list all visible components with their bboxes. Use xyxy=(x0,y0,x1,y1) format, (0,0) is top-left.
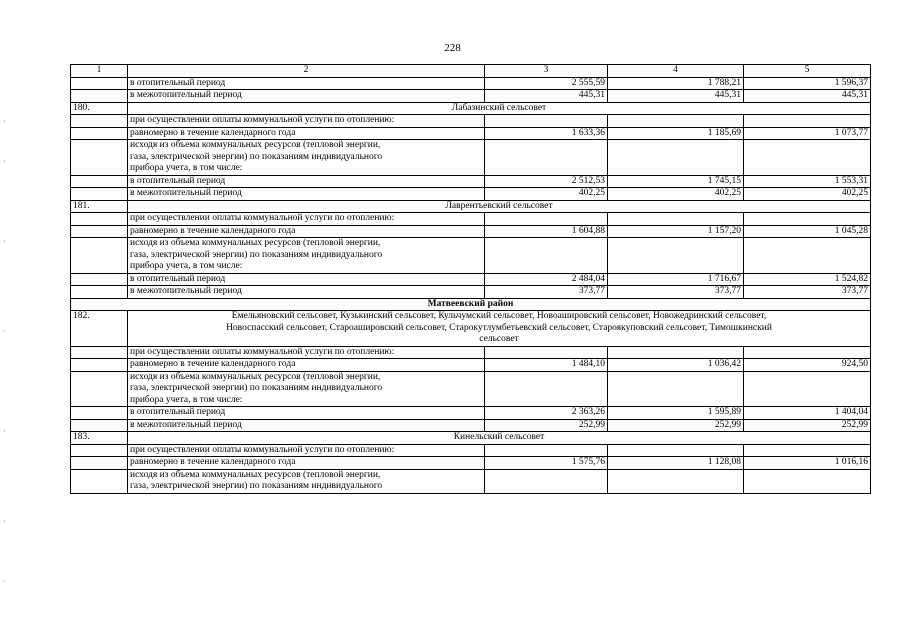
row-label-line: прибора учета, в том числе: xyxy=(130,394,243,405)
value-cell-col5: 1 596,37 xyxy=(744,77,871,90)
region-heading-row xyxy=(71,298,871,311)
value-cell-col3: 1 575,76 xyxy=(485,457,608,470)
row-number-cell: 180. xyxy=(71,102,128,115)
row-number-cell xyxy=(71,419,128,432)
value-cell-col3 xyxy=(485,238,608,274)
value-cell-col4 xyxy=(608,213,744,226)
row-number-cell xyxy=(71,407,128,420)
column-header: 1 xyxy=(71,65,128,78)
row-label-cell: равномерно в течение календарного года xyxy=(128,457,485,470)
region-heading: Матвеевский район xyxy=(71,298,871,311)
table-row xyxy=(71,407,871,420)
value-cell-col3 xyxy=(485,346,608,359)
value-cell-col5 xyxy=(744,140,871,176)
value-cell-col5: 1 553,31 xyxy=(744,175,871,188)
row-label-cell: в отопительный период xyxy=(128,273,485,286)
row-number-cell xyxy=(71,346,128,359)
table-row xyxy=(71,188,871,201)
value-cell-col4: 373,77 xyxy=(608,286,744,299)
value-cell-col4: 1 788,21 xyxy=(608,77,744,90)
table-row xyxy=(71,444,871,457)
column-header: 4 xyxy=(608,65,744,78)
entity-row xyxy=(71,432,871,445)
value-cell-col4: 1 128,08 xyxy=(608,457,744,470)
row-number-cell xyxy=(71,175,128,188)
value-cell-col3 xyxy=(485,140,608,176)
column-header: 3 xyxy=(485,65,608,78)
page-number: 228 xyxy=(444,42,461,54)
row-label-cell xyxy=(128,469,485,493)
entity-name-line: Новоспасский сельсовет, Староашировский сельсовет, Старокутлумбетьевский сельсовет, Староякуповский сельсовет, Тимошкинский xyxy=(226,322,772,333)
row-label-cell: равномерно в течение календарного года xyxy=(128,127,485,140)
value-cell-col5: 1 524,82 xyxy=(744,273,871,286)
value-cell-col4: 1 157,20 xyxy=(608,225,744,238)
value-cell-col3: 1 633,36 xyxy=(485,127,608,140)
row-number-cell xyxy=(71,127,128,140)
row-label-cell: при осуществлении оплаты коммунальной услуги по отоплению: xyxy=(128,115,485,128)
table-row xyxy=(71,286,871,299)
row-label-line: газа, электрической энергии) по показаниям индивидуального xyxy=(130,249,383,260)
row-number-cell xyxy=(71,444,128,457)
value-cell-col5 xyxy=(744,469,871,493)
row-number-cell: 182. xyxy=(71,311,128,347)
row-number-cell xyxy=(71,77,128,90)
row-label-line: исходя из объема коммунальных ресурсов (тепловой энергии, xyxy=(130,371,381,382)
row-label-cell: в межотопительный период xyxy=(128,419,485,432)
row-label-cell: равномерно в течение календарного года xyxy=(128,225,485,238)
row-number-cell xyxy=(71,213,128,226)
value-cell-col4: 445,31 xyxy=(608,90,744,103)
row-label-line: прибора учета, в том числе: xyxy=(130,261,243,271)
value-cell-col3: 402,25 xyxy=(485,188,608,201)
row-label-cell xyxy=(128,371,485,407)
row-label-cell: в межотопительный период xyxy=(128,188,485,201)
value-cell-col5 xyxy=(744,238,871,274)
row-label-line: прибора учета, в том числе: xyxy=(130,163,243,173)
tariff-table xyxy=(70,64,871,494)
entity-name-line: сельсовет xyxy=(479,334,519,344)
table-row xyxy=(71,457,871,470)
table-row xyxy=(71,359,871,372)
value-cell-col5 xyxy=(744,371,871,407)
table-row xyxy=(71,127,871,140)
entity-row xyxy=(71,200,871,213)
value-cell-col4 xyxy=(608,346,744,359)
value-cell-col4: 402,25 xyxy=(608,188,744,201)
table-row xyxy=(71,77,871,90)
row-number-cell xyxy=(71,469,128,493)
row-label-line: исходя из объема коммунальных ресурсов (тепловой энергии, xyxy=(130,469,381,480)
table-row xyxy=(71,140,871,176)
value-cell-col5 xyxy=(744,115,871,128)
value-cell-col4: 252,99 xyxy=(608,419,744,432)
value-cell-col5: 1 016,16 xyxy=(744,457,871,470)
value-cell-col5 xyxy=(744,444,871,457)
value-cell-col3 xyxy=(485,213,608,226)
table-row xyxy=(71,90,871,103)
row-label-cell: при осуществлении оплаты коммунальной услуги по отоплению: xyxy=(128,346,485,359)
row-number-cell xyxy=(71,286,128,299)
value-cell-col4 xyxy=(608,444,744,457)
value-cell-col3: 373,77 xyxy=(485,286,608,299)
value-cell-col4 xyxy=(608,469,744,493)
value-cell-col4 xyxy=(608,238,744,274)
row-number-cell xyxy=(71,90,128,103)
row-label-cell xyxy=(128,140,485,176)
row-label-line: газа, электрической энергии) по показаниям индивидуального xyxy=(130,481,383,491)
value-cell-col5: 1 404,04 xyxy=(744,407,871,420)
row-label-cell xyxy=(128,238,485,274)
value-cell-col3: 2 484,04 xyxy=(485,273,608,286)
value-cell-col3 xyxy=(485,444,608,457)
value-cell-col3: 1 604,88 xyxy=(485,225,608,238)
row-number-cell xyxy=(71,359,128,372)
row-label-cell: в межотопительный период xyxy=(128,286,485,299)
margin-marks xyxy=(4,100,6,600)
entity-name-cell: Лабазинский сельсовет xyxy=(128,102,871,115)
row-number-cell xyxy=(71,371,128,407)
row-number-cell: 183. xyxy=(71,432,128,445)
value-cell-col3: 252,99 xyxy=(485,419,608,432)
value-cell-col3: 2 555,59 xyxy=(485,77,608,90)
value-cell-col3: 2 363,26 xyxy=(485,407,608,420)
row-label-cell: в отопительный период xyxy=(128,175,485,188)
row-number-cell xyxy=(71,188,128,201)
entity-row xyxy=(71,311,871,347)
value-cell-col5: 445,31 xyxy=(744,90,871,103)
row-label-cell: при осуществлении оплаты коммунальной услуги по отоплению: xyxy=(128,444,485,457)
row-label-cell: в отопительный период xyxy=(128,407,485,420)
table-row xyxy=(71,213,871,226)
value-cell-col5: 924,50 xyxy=(744,359,871,372)
entity-name-cell: Лаврентьевский сельсовет xyxy=(128,200,871,213)
value-cell-col4: 1 185,69 xyxy=(608,127,744,140)
row-number-cell xyxy=(71,238,128,274)
entity-name-cell xyxy=(128,311,871,347)
column-header: 2 xyxy=(128,65,485,78)
value-cell-col4 xyxy=(608,371,744,407)
entity-row xyxy=(71,102,871,115)
table-header-row xyxy=(71,65,871,78)
value-cell-col5: 1 073,77 xyxy=(744,127,871,140)
value-cell-col5 xyxy=(744,346,871,359)
table-row xyxy=(71,175,871,188)
value-cell-col3 xyxy=(485,371,608,407)
table-row xyxy=(71,238,871,274)
entity-name-cell: Кинельский сельсовет xyxy=(128,432,871,445)
table-row xyxy=(71,115,871,128)
row-number-cell: 181. xyxy=(71,200,128,213)
value-cell-col5 xyxy=(744,213,871,226)
value-cell-col3: 2 512,53 xyxy=(485,175,608,188)
value-cell-col5: 373,77 xyxy=(744,286,871,299)
table-row xyxy=(71,225,871,238)
table-row xyxy=(71,419,871,432)
row-label-line: исходя из объема коммунальных ресурсов (тепловой энергии, xyxy=(130,140,381,150)
row-number-cell xyxy=(71,457,128,470)
row-label-cell: равномерно в течение календарного года xyxy=(128,359,485,372)
value-cell-col5: 252,99 xyxy=(744,419,871,432)
table-row xyxy=(71,371,871,407)
value-cell-col4 xyxy=(608,115,744,128)
row-label-cell: в отопительный период xyxy=(128,77,485,90)
row-number-cell xyxy=(71,140,128,176)
value-cell-col4 xyxy=(608,140,744,176)
value-cell-col5: 402,25 xyxy=(744,188,871,201)
row-number-cell xyxy=(71,225,128,238)
row-label-line: газа, электрической энергии) по показаниям индивидуального xyxy=(130,151,383,162)
row-number-cell xyxy=(71,115,128,128)
value-cell-col4: 1 745,15 xyxy=(608,175,744,188)
value-cell-col5: 1 045,28 xyxy=(744,225,871,238)
value-cell-col3: 1 484,10 xyxy=(485,359,608,372)
value-cell-col4: 1 036,42 xyxy=(608,359,744,372)
row-label-line: газа, электрической энергии) по показаниям индивидуального xyxy=(130,383,383,393)
entity-name-line: Емельяновский сельсовет, Кузькинский сельсовет, Кульчумский сельсовет, Новоашировский сельсовет, Новожедринский сельсовет, xyxy=(231,311,767,321)
row-label-cell: в межотопительный период xyxy=(128,90,485,103)
value-cell-col4: 1 595,89 xyxy=(608,407,744,420)
row-label-cell: при осуществлении оплаты коммунальной услуги по отоплению: xyxy=(128,213,485,226)
value-cell-col4: 1 716,67 xyxy=(608,273,744,286)
table-row xyxy=(71,469,871,493)
row-number-cell xyxy=(71,273,128,286)
table-row xyxy=(71,346,871,359)
value-cell-col3: 445,31 xyxy=(485,90,608,103)
row-label-line: исходя из объема коммунальных ресурсов (тепловой энергии, xyxy=(130,238,381,248)
column-header: 5 xyxy=(744,65,871,78)
value-cell-col3 xyxy=(485,469,608,493)
table-row xyxy=(71,273,871,286)
value-cell-col3 xyxy=(485,115,608,128)
